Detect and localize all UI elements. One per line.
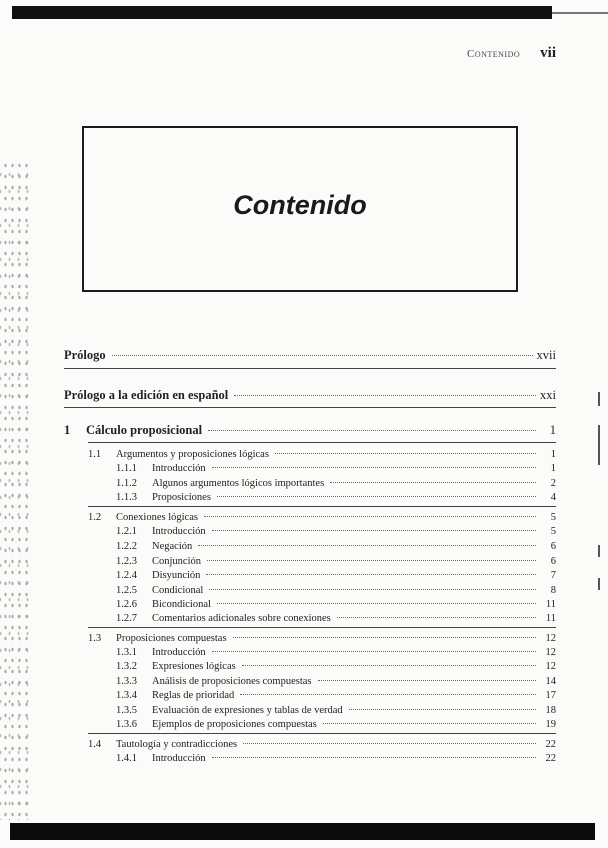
toc-entry-title: Conexiones lógicas [116,512,198,523]
toc-dot-leader [275,453,536,454]
toc-entry-title: Ejemplos de proposiciones compuestas [152,719,317,730]
toc-entry-page: 4 [550,492,556,503]
toc-entry-number: 1.3.3 [116,676,137,687]
toc-entry-number: 1.3.6 [116,719,137,730]
toc-entry-page: 19 [545,719,556,730]
toc-dot-leader [112,355,533,356]
toc-entry-page: 14 [545,676,556,687]
toc-entry-title: Introducción [152,753,206,764]
toc-dot-leader [242,665,536,666]
toc-entry-title: Proposiciones [152,492,211,503]
toc-entry-page: 12 [545,633,556,644]
toc-entry-page: 11 [545,599,556,610]
toc-entry-number: 1.2.1 [116,526,137,537]
toc-entry-page: 1 [550,463,556,474]
toc-entry[interactable] [116,718,556,731]
toc-entry-title: Condicional [152,585,204,596]
toc-entry-page: 7 [550,570,556,581]
toc-entry-number: 1.3.2 [116,661,137,672]
toc-entry-page: 11 [545,613,556,624]
toc-dot-leader [204,516,536,517]
toc-entry-number: 1.3.4 [116,690,137,701]
toc-entry-page: xvii [536,348,556,362]
toc-entry-number: 1.3 [88,633,102,644]
running-head-title: Contenido [466,48,521,60]
toc-entry[interactable] [88,738,556,751]
toc-dot-leader [234,395,536,396]
toc-entry-page: 12 [545,647,556,658]
toc-entry-number: 1.1.3 [116,492,137,503]
toc-entry-number: 1.2.4 [116,570,137,581]
toc-separator [64,368,556,369]
toc-entry-title: Proposiciones compuestas [116,633,227,644]
toc-entry-page: 5 [550,526,556,537]
toc-entry[interactable] [116,675,556,688]
toc-entry[interactable] [64,348,556,363]
toc-entry[interactable] [116,491,556,504]
toc-dot-leader [243,743,536,744]
toc-entry[interactable] [116,525,556,538]
toc-entry-title: Cálculo proposicional [86,423,203,437]
toc-entry-number: 1.1.1 [116,463,137,474]
toc-entry-title: Introducción [152,463,206,474]
toc-entry[interactable] [116,462,556,475]
toc-entry[interactable] [116,612,556,625]
toc-entry-number: 1.3.1 [116,647,137,658]
toc-entry-page: 17 [545,690,556,701]
toc-entry[interactable] [116,555,556,568]
toc-entry-page: 1 [549,423,556,437]
toc-entry-number: 1.2.6 [116,599,137,610]
toc-entry-title: Prólogo [64,348,106,362]
toc-entry[interactable] [116,540,556,553]
toc-entry[interactable] [64,423,556,438]
toc-entry-page: 1 [550,449,556,460]
toc-entry[interactable] [116,598,556,611]
toc-entry-number: 1.2 [88,512,102,523]
toc-entry-page: 8 [550,585,556,596]
toc-separator [88,733,556,734]
toc-dot-leader [217,603,536,604]
toc-entry-title: Bicondicional [152,599,211,610]
toc-entry-page: 2 [550,478,556,489]
toc-entry-number: 1.4 [88,739,102,750]
toc-separator [88,627,556,628]
toc-dot-leader [209,589,536,590]
toc-entry[interactable] [88,511,556,524]
toc-entry[interactable] [116,689,556,702]
toc-dot-leader [240,694,536,695]
toc-entry-title: Algunos argumentos lógicos importantes [152,478,325,489]
toc-entry[interactable] [64,388,556,403]
toc-entry-title: Análisis de proposiciones compuestas [152,676,312,687]
toc-entry[interactable] [88,632,556,645]
toc-dot-leader [212,467,536,468]
toc-entry-page: xxi [540,388,556,402]
toc-separator [88,442,556,443]
toc-entry-number: 1.1.2 [116,478,137,489]
scan-bottom-bar [10,823,595,840]
toc-dot-leader [337,617,536,618]
toc-entry-number: 1.4.1 [116,753,137,764]
toc-entry-title: Expresiones lógicas [152,661,236,672]
toc-entry-page: 22 [545,753,556,764]
toc-entry-title: Comentarios adicionales sobre conexiones [152,613,331,624]
toc-entry-title: Evaluación de expresiones y tablas de verdad [152,705,343,716]
toc-entry-title: Introducción [152,526,206,537]
toc-dot-leader [206,574,536,575]
toc-entry-number: 1.3.5 [116,705,137,716]
toc-dot-leader [323,723,536,724]
toc-entry-title: Disyunción [152,570,201,581]
toc-entry[interactable] [116,704,556,717]
toc-dot-leader [208,430,536,431]
toc-entry-number: 1.2.3 [116,556,137,567]
toc-entry-title: Reglas de prioridad [152,690,235,701]
toc-entry[interactable] [116,660,556,673]
toc-dot-leader [318,680,536,681]
toc-dot-leader [207,560,536,561]
toc-dot-leader [212,530,536,531]
toc-entry-page: 6 [550,541,556,552]
toc-entry-title: Negación [152,541,193,552]
running-head-page-number: vii [540,45,556,61]
toc-entry-number: 1 [64,423,71,437]
toc-entry-number: 1.2.5 [116,585,137,596]
toc-entry[interactable] [116,752,556,765]
toc-entry[interactable] [116,584,556,597]
toc-entry-title: Prólogo a la edición en español [64,388,229,402]
toc-entry-page: 22 [545,739,556,750]
toc-entry[interactable] [88,448,556,461]
toc-dot-leader [233,637,536,638]
toc-entry-page: 6 [550,556,556,567]
toc-dot-leader [217,496,536,497]
toc-entry-number: 1.1 [88,449,102,460]
toc-entry-number: 1.2.7 [116,613,137,624]
toc-entry-title: Tautología y contradicciones [116,739,238,750]
toc-entry-number: 1.2.2 [116,541,137,552]
toc-entry[interactable] [116,569,556,582]
toc-entry-title: Introducción [152,647,206,658]
toc-entry-page: 5 [550,512,556,523]
toc-entry-title: Argumentos y proposiciones lógicas [116,449,269,460]
toc-entry[interactable] [116,477,556,490]
toc-entry[interactable] [116,646,556,659]
toc-dot-leader [349,709,536,710]
page-title: Contenido [233,190,367,220]
toc-dot-leader [212,651,536,652]
toc-entry-page: 18 [545,705,556,716]
toc-dot-leader [212,757,536,758]
toc-separator [64,407,556,408]
toc-entry-title: Conjunción [152,556,201,567]
toc-separator [88,506,556,507]
toc-entry-page: 12 [545,661,556,672]
toc-dot-leader [198,545,536,546]
toc-dot-leader [330,482,536,483]
